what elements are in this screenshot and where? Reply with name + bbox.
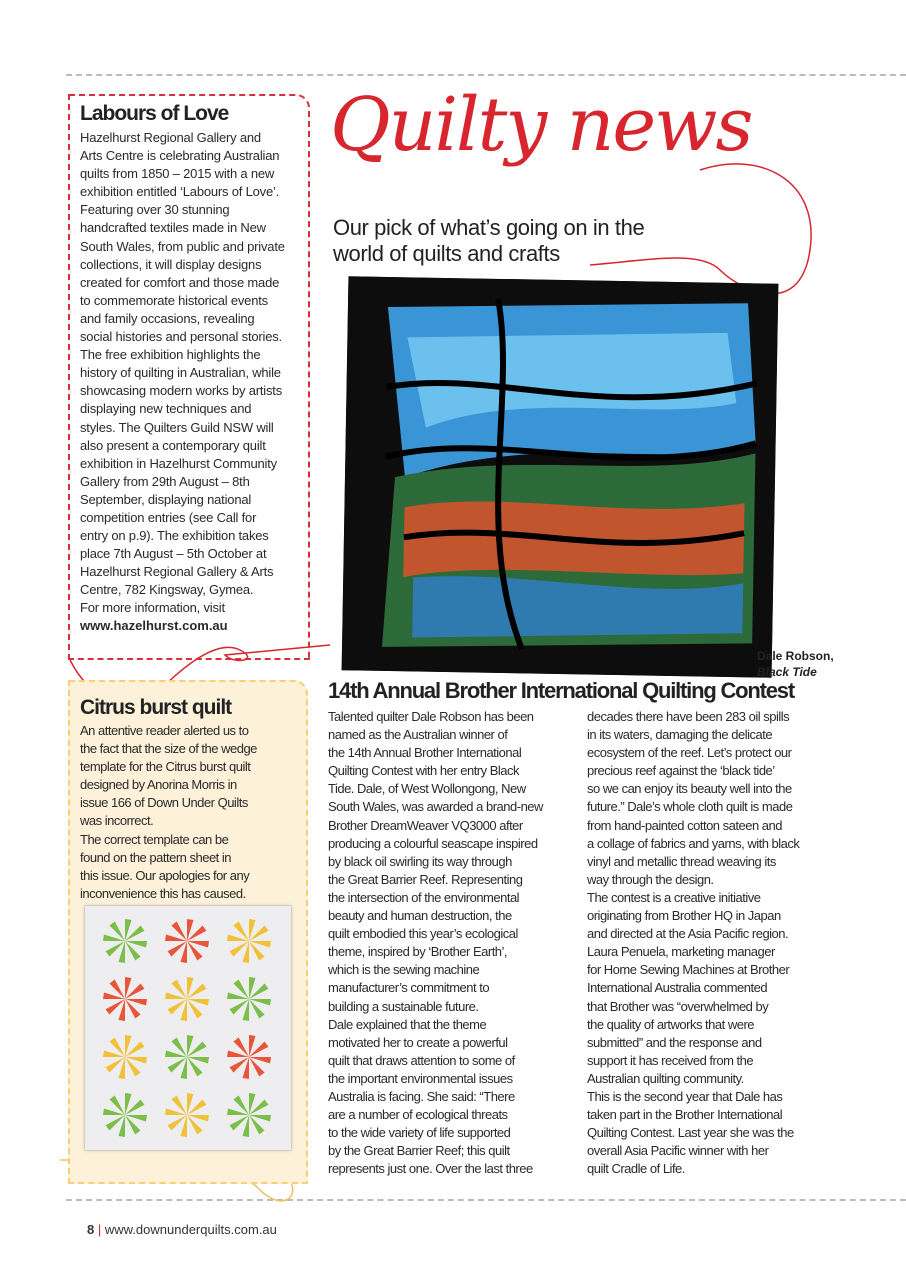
burst-motif [103,919,147,963]
article-column-2 [587,708,799,1178]
text-line: also present a contemporary quilt [80,437,266,453]
text-line: ecosystem of the reef. Let’s protect our [587,745,792,761]
text-line: competition entries (see Call for [80,509,257,525]
text-line: submitted” and the response and [587,1034,762,1050]
black-tide-quilt-photo [342,276,779,677]
text-line: September, displaying national [80,491,252,507]
text-line: in its waters, damaging the delicate [587,727,773,743]
text-line: Gallery from 29th August – 8th [80,473,250,489]
burst-motif [103,1035,147,1079]
text-line: way through the design. [587,871,714,887]
text-line: from hand-painted cotton sateen and [587,817,782,833]
text-line: by the Great Barrier Reef; this quilt [328,1143,510,1159]
text-line: Centre, 782 Kingsway, Gymea. [80,582,254,598]
text-line: motivated her to create a powerful [328,1034,508,1050]
quilt-image [342,276,779,677]
text-line: quilt embodied this year’s ecological [328,926,518,942]
text-line: beauty and human destruction, the [328,908,512,924]
section-title: Quilty news [330,82,752,168]
text-line: the 14th Annual Brother International [328,745,522,761]
text-line: An attentive reader alerted us to [80,723,249,738]
text-line: inconvenience this has caused. [80,885,246,901]
text-line: so we can enjoy its beauty well into the [587,781,792,797]
burst-motif [103,977,147,1021]
text-line: template for the Citrus burst quilt [80,759,251,775]
text-line: International Australia commented [587,980,768,996]
burst-motif [165,919,209,963]
text-line: originating from Brother HQ in Japan [587,908,781,924]
text-line: styles. The Quilters Guild NSW will [80,419,274,435]
text-line: Quilting Contest with her entry Black [328,763,520,779]
caption-artist: Dale Robson, [757,649,834,663]
text-line: to commemorate historical events [80,292,268,308]
text-line: Arts Centre is celebrating Australian [80,148,280,164]
citrus-burst-box [68,680,308,1184]
burst-motif [165,1035,209,1079]
text-line: to the wide variety of life supported [328,1125,511,1141]
text-line: was incorrect. [80,813,154,829]
text-line: theme, inspired by ‘Brother Earth’, [328,944,508,960]
text-line: South Wales, from public and private [80,238,285,254]
footer-separator: | [97,1222,102,1237]
text-line: precious reef against the ‘black tide’ [587,763,775,779]
text-line: Tide. Dale, of West Wollongong, New [328,781,526,797]
text-line: Featuring over 30 stunning [80,202,230,218]
text-line: For more information, visit [80,600,225,616]
section-subtitle [333,215,644,267]
text-line: Hazelhurst Regional Gallery and [80,130,261,145]
text-line: Quilting Contest. Last year she was the [587,1125,794,1141]
text-line: named as the Australian winner of [328,727,508,743]
text-line: place 7th August – 5th October at [80,546,267,562]
text-line: exhibition in Hazelhurst Community [80,455,277,471]
burst-motif [165,1093,209,1137]
text-line: the important environmental issues [328,1070,513,1086]
labours-title: Labours of Love [80,102,229,125]
text-line: Our pick of what’s going on in the [333,215,645,240]
article-column-1 [328,708,543,1178]
caption-work: Black Tide [757,665,817,679]
text-line: a collage of fabrics and yarns, with black [587,835,800,851]
text-line: building a sustainable future. [328,998,479,1014]
text-line: the fact that the size of the wedge [80,741,257,757]
footer-url[interactable]: www.downunderquilts.com.au [104,1222,277,1237]
text-line: the Great Barrier Reef. Representing [328,871,523,887]
text-line: handcrafted textiles made in New [80,220,266,236]
hazelhurst-link[interactable]: www.hazelhurst.com.au [80,618,228,633]
text-line: by black oil swirling its way through [328,853,512,869]
text-line: quilts from 1850 – 2015 with a new [80,166,275,182]
text-line: which is the sewing machine [328,962,480,978]
burst-motif [227,1093,271,1137]
text-line: decades there have been 283 oil spills [587,709,790,724]
burst-motif [165,977,209,1021]
text-line: are a number of ecological threats [328,1107,508,1123]
text-line: taken part in the Brother International [587,1107,783,1123]
text-line: exhibition entitled ‘Labours of Love’. [80,184,280,200]
text-line: overall Asia Pacific winner with her [587,1143,769,1159]
text-line: the intersection of the environmental [328,889,520,905]
text-line: designed by Anorina Morris in [80,777,237,793]
text-line: and family occasions, revealing [80,310,255,326]
text-line: future.” Dale’s whole cloth quilt is made [587,799,793,815]
text-line: The correct template can be [80,831,229,847]
text-line: created for comfort and those made [80,274,280,290]
text-line: found on the pattern sheet in [80,849,232,865]
text-line: Dale explained that the theme [328,1016,487,1032]
text-line: Laura Penuela, marketing manager [587,944,775,960]
photo-caption [757,648,834,680]
text-line: issue 166 of Down Under Quilts [80,795,248,811]
page-number: 8 [87,1222,95,1237]
text-line: and directed at the Asia Pacific region. [587,926,789,942]
text-line: South Wales, was awarded a brand-new [328,799,543,815]
citrus-burst-quilt-photo [85,906,291,1150]
text-line: Australian quilting community. [587,1070,744,1086]
text-line: Hazelhurst Regional Gallery & Arts [80,564,274,580]
text-line: world of quilts and crafts [333,241,560,266]
burst-motif [103,1093,147,1137]
text-line: quilt Cradle of Life. [587,1161,685,1177]
text-line: this issue. Our apologies for any [80,867,250,883]
text-line: represents just one. Over the last three [328,1161,533,1177]
citrus-body [80,722,257,903]
text-line: support it has received from the [587,1052,754,1068]
text-line: quilt that draws attention to some of [328,1052,515,1068]
page-footer [87,1222,277,1237]
quilt-image [85,906,291,1150]
burst-motif [227,1035,271,1079]
burst-motif [227,919,271,963]
text-line: that Brother was “overwhelmed by [587,998,769,1014]
text-line: Australia is facing. She said: “There [328,1088,515,1104]
text-line: for Home Sewing Machines at Brother [587,962,790,978]
text-line: producing a colourful seascape inspired [328,835,538,851]
text-line: displaying new techniques and [80,401,252,417]
text-line: social histories and personal stories. [80,329,282,345]
text-line: Brother DreamWeaver VQ3000 after [328,817,523,833]
text-line: The free exhibition highlights the [80,347,261,363]
citrus-title: Citrus burst quilt [80,696,232,719]
text-line: The contest is a creative initiative [587,889,761,905]
text-line: the quality of artworks that were [587,1016,755,1032]
text-line: entry on p.9). The exhibition takes [80,528,269,544]
text-line: showcasing modern works by artists [80,383,282,399]
text-line: history of quilting in Australian, while [80,365,281,381]
text-line: Talented quilter Dale Robson has been [328,709,534,724]
text-line: collections, it will display designs [80,256,262,272]
text-line: vinyl and metallic thread weaving its [587,853,776,869]
burst-motif [227,977,271,1021]
text-line: This is the second year that Dale has [587,1088,783,1104]
text-line: manufacturer’s commitment to [328,980,490,996]
article-heading: 14th Annual Brother International Quilting Contest [328,678,794,703]
